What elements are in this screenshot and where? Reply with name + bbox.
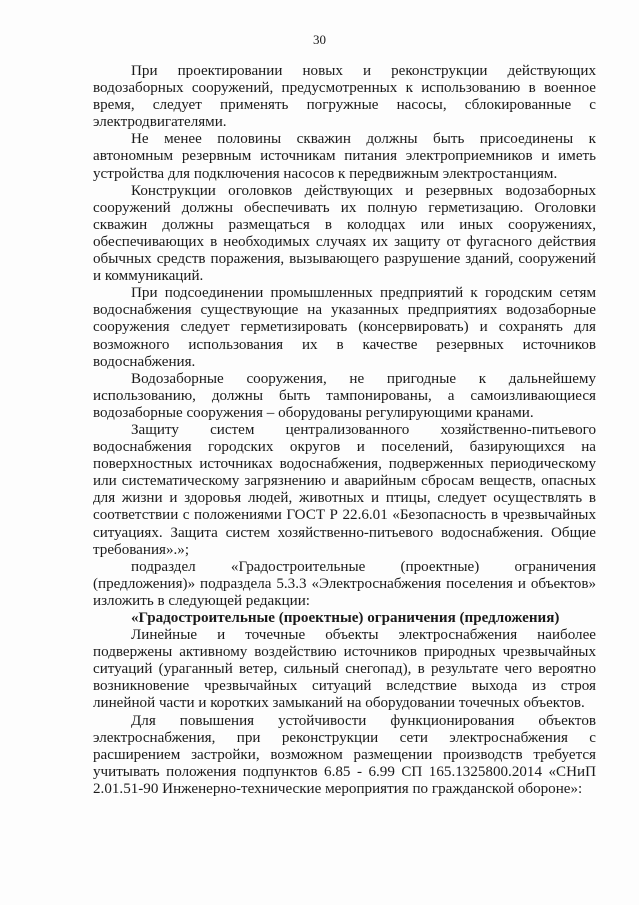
page-number: 30 (313, 32, 326, 47)
paragraph-subsection-amendment: подраздел «Градостроительные (проектные) ограничения (предложения)» подраздела 5.3.3 «Электроснабжения поселения и объектов» изложить в следующей редакции: (93, 558, 596, 609)
paragraph-stability: Для повышения устойчивости функционирования объектов электроснабжения, при реконструкции сети электроснабжения с расширением застройки, возможном размещении производств требуется учитывать положения подпунктов 6.85 - 6.99 СП 165.1325800.2014 «СНиП 2.01.51-90 Инженерно-технические мероприятия по гражданской обороне»: (93, 712, 596, 797)
paragraph-pumps: При проектировании новых и реконструкции действующих водозаборных сооружений, предусмотренных к использованию в военное время, следует применять погружные насосы, сблокированные с электродвигателями. (93, 63, 596, 131)
document-body (93, 63, 596, 798)
section-heading: «Градостроительные (проектные) ограничения (предложения) (131, 610, 560, 626)
paragraph-unusable-facilities: Водозаборные сооружения, не пригодные к дальнейшему использованию, должны быть тампонированы, а самоизливающиеся водозаборные сооружения – оборудованы регулирующими кранами. (93, 370, 596, 421)
paragraph-wells-power: Не менее половины скважин должны быть присоединены к автономным резервным источникам питания электроприемников и иметь устройства для подключения насосов к передвижным электростанциям. (93, 131, 596, 182)
paragraph-power-objects: Линейные и точечные объекты электроснабжения наиболее подвержены активному воздействию источников природных чрезвычайных ситуаций (ураганный ветер, сильный снегопад), в результате чего вероятно возникновение чрезвычайных ситуаций вследствие выхода из строя линейной части и коротких замыканий на оборудовании точечных объектов. (93, 627, 596, 712)
paragraph-water-supply-protection: Защиту систем централизованного хозяйственно-питьевого водоснабжения городских округов и поселений, базирующихся на поверхностных источниках водоснабжения, подверженных периодическому или систематическому загрязнению и аварийным сбросам веществ, опасных для жизни и здоровья людей, животных и птицы, следует осуществлять в соответствии с положениями ГОСТ Р 22.6.01 «Безопасность в чрезвычайных ситуациях. Защита систем хозяйственно-питьевого водоснабжения. Общие требования».»; (93, 421, 596, 558)
paragraph-industrial-connection: При подсоединении промышленных предприятий к городским сетям водоснабжения существующие на указанных предприятиях водозаборные сооружения следует герметизировать (консервировать) и сохранять для возможного использования их в качестве резервных источников водоснабжения. (93, 285, 596, 370)
paragraph-wellheads: Конструкции оголовков действующих и резервных водозаборных сооружений должны обеспечивать их полную герметизацию. Оголовки скважин должны размещаться в колодцах или иных сооружениях, обеспечивающих в необходимых случаях их защиту от фугасного действия обычных средств поражения, вызывающего разрушение зданий, сооружений и коммуникаций. (93, 182, 596, 285)
